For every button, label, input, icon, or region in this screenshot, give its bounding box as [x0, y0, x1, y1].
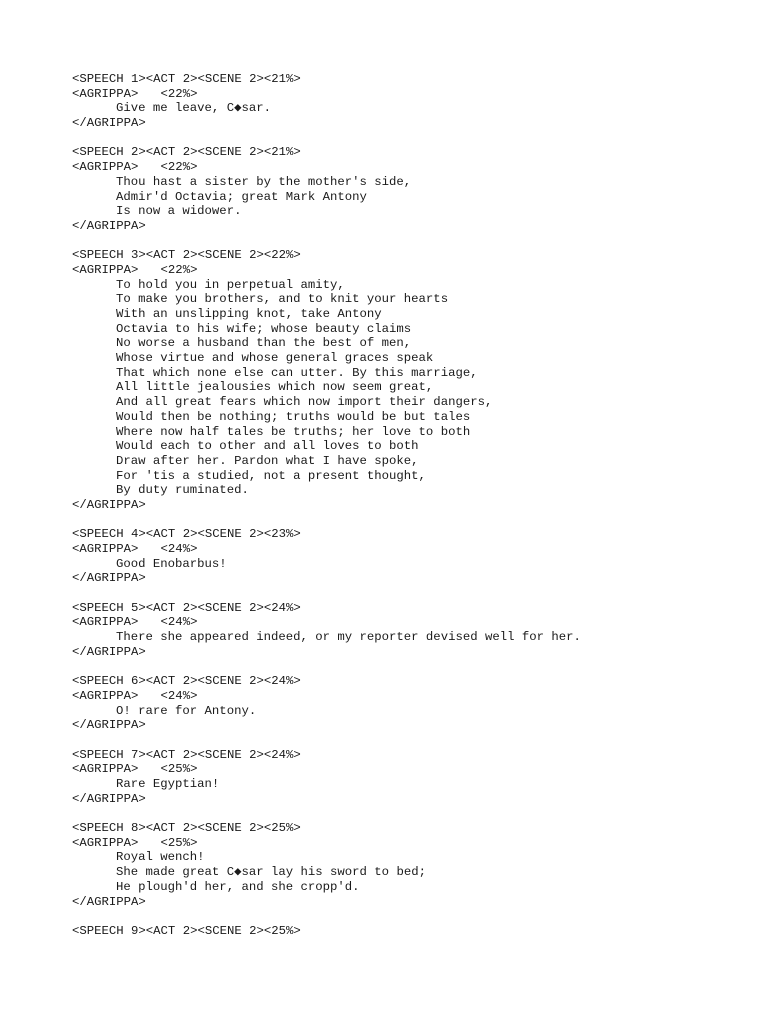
- speaker-tag: <AGRIPPA> <22%>: [72, 262, 198, 277]
- speech-block: [72, 601, 752, 660]
- verse-line: Whose virtue and whose general graces speak: [116, 351, 434, 366]
- document-page: [72, 72, 752, 953]
- speech-header: <SPEECH 6><ACT 2><SCENE 2><24%>: [72, 674, 301, 689]
- verse-line: He plough'd her, and she cropp'd.: [116, 879, 360, 894]
- verse-line: Royal wench!: [116, 850, 205, 865]
- verse-line: Give me leave, C◆sar.: [116, 101, 271, 116]
- speech-block: [72, 924, 752, 939]
- speech-header: <SPEECH 2><ACT 2><SCENE 2><21%>: [72, 145, 301, 160]
- speaker-close-tag: </AGRIPPA>: [72, 791, 146, 806]
- speaker-tag: <AGRIPPA> <24%>: [72, 688, 198, 703]
- speaker-close-tag: </AGRIPPA>: [72, 571, 146, 586]
- speaker-tag: <AGRIPPA> <22%>: [72, 160, 198, 175]
- verse-line: Draw after her. Pardon what I have spoke,: [116, 453, 419, 468]
- speaker-close-tag: </AGRIPPA>: [72, 116, 146, 131]
- verse-line: To make you brothers, and to knit your hearts: [116, 292, 449, 307]
- verse-line: Octavia to his wife; whose beauty claims: [116, 321, 412, 336]
- speech-header: <SPEECH 8><ACT 2><SCENE 2><25%>: [72, 821, 301, 836]
- speaker-close-tag: </AGRIPPA>: [72, 218, 146, 233]
- verse-line: She made great C◆sar lay his sword to bed;: [116, 865, 426, 880]
- verse-line: For 'tis a studied, not a present thought,: [116, 468, 426, 483]
- speech-block: [72, 674, 752, 733]
- verse-line: There she appeared indeed, or my reporter devised well for her.: [116, 630, 581, 645]
- verse-line: Would then be nothing; truths would be but tales: [116, 409, 471, 424]
- verse-line: By duty ruminated.: [116, 483, 249, 498]
- speaker-close-tag: </AGRIPPA>: [72, 497, 146, 512]
- speech-header: <SPEECH 1><ACT 2><SCENE 2><21%>: [72, 72, 301, 86]
- verse-line: And all great fears which now import their dangers,: [116, 395, 493, 410]
- speaker-tag: <AGRIPPA> <22%>: [72, 86, 198, 101]
- speech-block: [72, 145, 752, 233]
- speech-block: [72, 248, 752, 512]
- speech-block: [72, 821, 752, 909]
- verse-line: Admir'd Octavia; great Mark Antony: [116, 189, 367, 204]
- speech-block: [72, 527, 752, 586]
- verse-line: O! rare for Antony.: [116, 703, 257, 718]
- speech-block: [72, 72, 752, 131]
- verse-line: Rare Egyptian!: [116, 777, 220, 791]
- speaker-close-tag: </AGRIPPA>: [72, 644, 146, 659]
- verse-line: With an unslipping knot, take Antony: [116, 307, 382, 321]
- verse-line: That which none else can utter. By this marriage,: [116, 365, 478, 380]
- verse-line: No worse a husband than the best of men,: [116, 336, 412, 351]
- verse-line: Where now half tales be truths; her love to both: [116, 424, 471, 439]
- speaker-tag: <AGRIPPA> <24%>: [72, 615, 198, 630]
- speech-header: <SPEECH 7><ACT 2><SCENE 2><24%>: [72, 747, 301, 762]
- speaker-close-tag: </AGRIPPA>: [72, 718, 146, 733]
- verse-line: Thou hast a sister by the mother's side,: [116, 174, 412, 189]
- speaker-close-tag: </AGRIPPA>: [72, 894, 146, 909]
- speaker-tag: <AGRIPPA> <25%>: [72, 762, 198, 777]
- speaker-tag: <AGRIPPA> <24%>: [72, 542, 198, 556]
- speech-header: <SPEECH 5><ACT 2><SCENE 2><24%>: [72, 600, 301, 615]
- verse-line: To hold you in perpetual amity,: [116, 277, 345, 292]
- verse-line: Would each to other and all loves to both: [116, 439, 419, 454]
- speech-header: <SPEECH 9><ACT 2><SCENE 2><25%>: [72, 923, 301, 938]
- speech-header: <SPEECH 4><ACT 2><SCENE 2><23%>: [72, 527, 301, 542]
- verse-line: Is now a widower.: [116, 204, 242, 219]
- speech-block: [72, 748, 752, 807]
- speaker-tag: <AGRIPPA> <25%>: [72, 835, 198, 850]
- speech-header: <SPEECH 3><ACT 2><SCENE 2><22%>: [72, 248, 301, 263]
- verse-line: All little jealousies which now seem great,: [116, 380, 434, 395]
- verse-line: Good Enobarbus!: [116, 556, 227, 571]
